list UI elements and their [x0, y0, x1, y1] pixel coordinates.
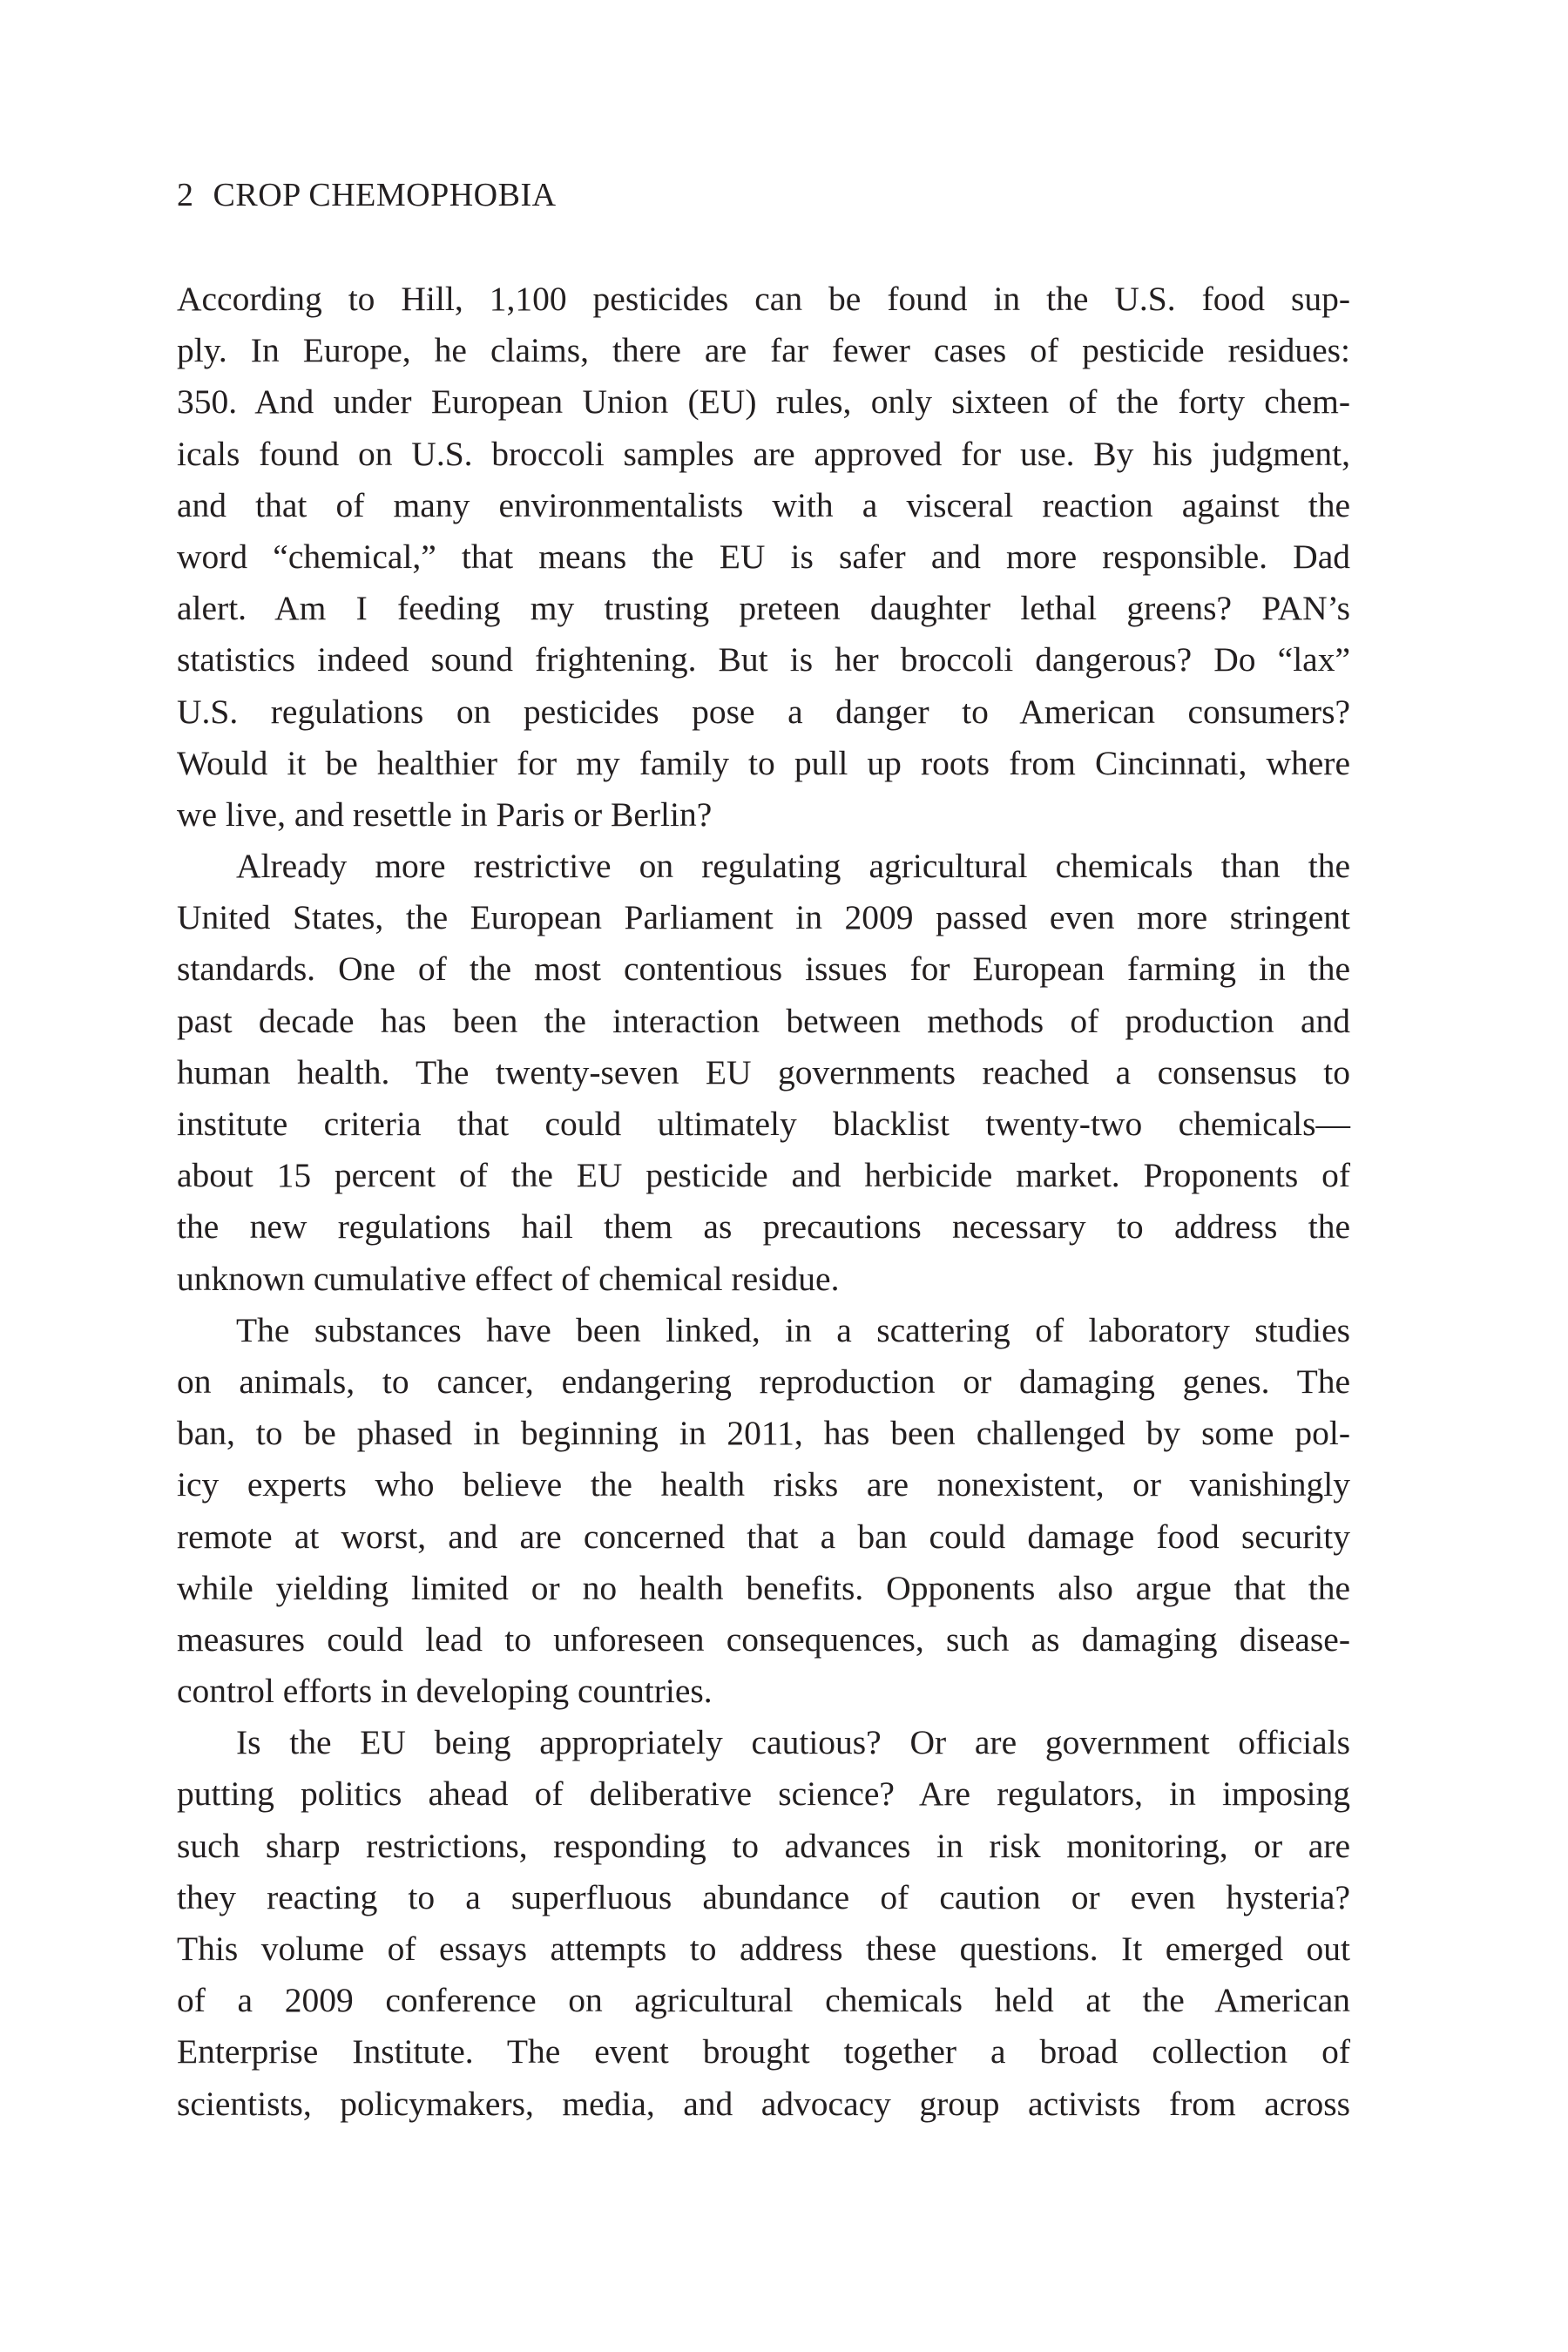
text-line: statistics indeed sound frightening. But is her broccoli dangerous? Do “lax”: [177, 640, 1350, 679]
text-line: they reacting to a superfluous abundance of caution or even hysteria?: [177, 1877, 1350, 1916]
text-line: unknown cumulative effect of chemical residue.: [177, 1259, 840, 1298]
text-line: the new regulations hail them as precautions necessary to address the: [177, 1207, 1350, 1247]
text-line: control efforts in developing countries.: [177, 1672, 713, 1711]
text-line: scientists, policymakers, media, and advocacy group activists from across: [177, 2084, 1350, 2123]
text-line: measures could lead to unforeseen consequences, such as damaging disease-: [177, 1619, 1350, 1659]
text-line: Would it be healthier for my family to pull up roots from Cincinnati, where: [177, 743, 1350, 782]
text-line: Is the EU being appropriately cautious? Or are government officials: [236, 1723, 1350, 1762]
text-line: ban, to be phased in beginning in 2011, has been challenged by some pol-: [177, 1414, 1350, 1453]
text-line: while yielding limited or no health benefits. Opponents also argue that the: [177, 1568, 1350, 1607]
text-line: institute criteria that could ultimately blacklist twenty-two chemicals—: [177, 1105, 1350, 1143]
text-line: and that of many environmentalists with a visceral reaction against the: [177, 485, 1350, 524]
text-line: According to Hill, 1,100 pesticides can be found in the U.S. food sup-: [177, 280, 1350, 318]
text-line: alert. Am I feeding my trusting preteen daughter lethal greens? PAN’s: [177, 589, 1350, 628]
text-line: 350. And under European Union (EU) rules, only sixteen of the forty chem-: [177, 382, 1350, 422]
text-line: This volume of essays attempts to address these questions. It emerged out: [177, 1930, 1350, 1968]
text-line: putting politics ahead of deliberative science? Are regulators, in imposing: [177, 1774, 1350, 1814]
text-line: icals found on U.S. broccoli samples are approved for use. By his judgment,: [177, 434, 1350, 473]
text-line: standards. One of the most contentious issues for European farming in the: [177, 950, 1350, 989]
paragraph-3: [177, 1305, 1350, 1718]
paragraph-1: [177, 274, 1350, 841]
text-line: human health. The twenty-seven EU governments reached a consensus to: [177, 1052, 1350, 1092]
text-line: of a 2009 conference on agricultural chemicals held at the American: [177, 1981, 1350, 2020]
text-line: on animals, to cancer, endangering reproduction or damaging genes. The: [177, 1362, 1350, 1401]
text-line: word “chemical,” that means the EU is safer and more responsible. Dad: [177, 537, 1350, 576]
text-line: we live, and resettle in Paris or Berlin?: [177, 794, 713, 834]
paragraph-2: [177, 841, 1350, 1305]
text-line: The substances have been linked, in a scattering of laboratory studies: [236, 1310, 1350, 1349]
page-number: 2: [177, 177, 194, 213]
text-line: U.S. regulations on pesticides pose a danger to American consumers?: [177, 692, 1350, 731]
running-head-title: CROP CHEMOPHOBIA: [213, 177, 557, 213]
text-line: Enterprise Institute. The event brought together a broad collection of: [177, 2032, 1350, 2072]
body-text: [177, 274, 1350, 2130]
text-line: such sharp restrictions, responding to advances in risk monitoring, or are: [177, 1826, 1350, 1865]
text-line: remote at worst, and are concerned that a ban could damage food security: [177, 1517, 1350, 1556]
running-head: [177, 174, 557, 216]
paragraph-4: [177, 1717, 1350, 2130]
text-line: icy experts who believe the health risks are nonexistent, or vanishingly: [177, 1465, 1350, 1504]
text-line: United States, the European Parliament in 2009 passed even more stringent: [177, 898, 1350, 937]
text-line: past decade has been the interaction between methods of production and: [177, 1001, 1350, 1040]
text-line: ply. In Europe, he claims, there are far fewer cases of pesticide residues:: [177, 331, 1350, 370]
text-line: Already more restrictive on regulating agricultural chemicals than the: [236, 847, 1350, 886]
text-line: about 15 percent of the EU pesticide and herbicide market. Proponents of: [177, 1156, 1350, 1195]
